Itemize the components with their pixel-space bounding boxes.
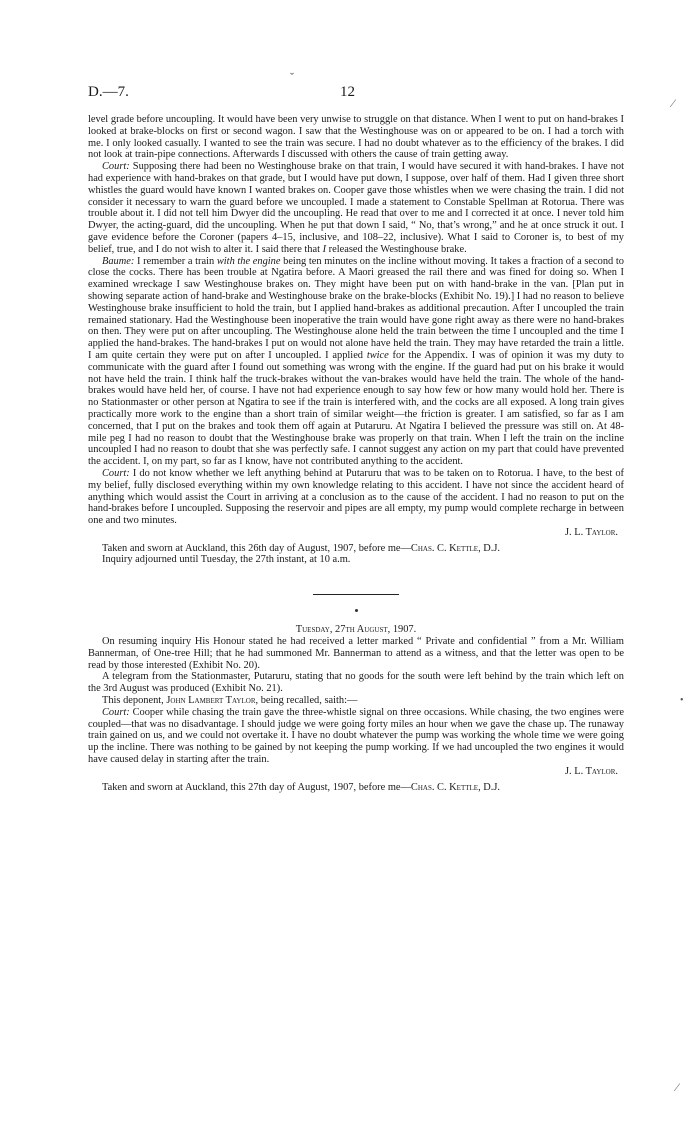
sworn-statement: Taken and sworn at Auckland, this 26th day of August, 1907, before me—Chas. C. Kettle, D.J. <box>102 542 501 554</box>
date-heading: Tuesday, 27th August, 1907. <box>295 624 417 636</box>
paragraph: A telegram from the Stationmaster, Putaruru, stating that no goods for the south were left behind by the train which left on the 3rd August was produced (Exhibit No. 21). <box>88 671 624 695</box>
paragraph: Court: Supposing there had been no Westinghouse brake on that train, I would have secured it with hand-brakes. I have not had experience with hand-brakes on that grade, but I would have put down, I suppose, over half of them. Had I given three short whistles the guard would have known I wanted brakes on. Cooper gave those whistles when we were chasing the train. I did not consider it necessary to warn the guard before we uncoupled. I made a statement to Constable Spellman at Rotorua. There was trouble about it. I did not tell him Dwyer did the uncoupling. He read that over to me and I corrected it at once. I never told him Dwyer, the acting-guard, did the uncoupling. When he put that down I said, “ No, that’s wrong,” and he at once struck it out. I gave evidence before the Coroner (papers 4–15, inclusive, and 108–22, inclusive). What I said to Coroner is, to best of my belief, true, and I do not wish to alter it. I said there that I released the Westinghouse brake. <box>88 161 624 255</box>
speaker-label: Court: <box>102 467 130 479</box>
speaker-label: Baume: <box>102 255 135 267</box>
adjournment-note: Inquiry adjourned until Tuesday, the 27th instant, at 10 a.m. <box>102 554 351 566</box>
signature: J. L. Taylor. <box>564 526 618 538</box>
speaker-label: Court: <box>102 161 130 173</box>
paragraph: On resuming inquiry His Honour stated he had received a letter marked “ Private and confidential ” from a Mr. William Bannerman, of One-tree Hill; that he had summoned Mr. Bannerman to attend as a witness, and that the letter was open to be read by those interested (Exhibit No. 20). <box>88 636 624 671</box>
sworn-statement: Taken and sworn at Auckland, this 27th day of August, 1907, before me—Chas. C. Kettle, D.J. <box>102 781 501 793</box>
paragraph: Baume: I remember a train with the engine being ten minutes on the incline without moving. It takes a fraction of a second to close the cocks. There has been trouble at Ngatira before. A Maori greased the rail there and was fined for doing so. When I examined wreckage I saw Westinghouse brakes on. They might have been put on with hand-brake in the van. [Plan put in showing separate action of hand-brake and Westinghouse brake on the brake-blocks (Exhibit No. 19).] I had no reason to believe Westinghouse brake insufficient to hold the train, but I applied hand-brakes as additional precaution. After I uncoupled the train remained stationary. Had the Westinghouse been inoperative the train would have gone right away as there were no hand-brakes on then. They were put on after uncoupling. The Westinghouse alone held the train between the time I uncoupled and the time I applied the hand-brakes. The hand-brakes I put on would not alone have held the train. They may have retarded the train a little. I am quite certain they were put on after I uncoupled. I applied twice for the Appendix. I was of opinion it was my duty to communicate with the guard after I found out something was wrong with the engine. If the guard had put on his brake it would not have held the train. I think half the truck-brakes without the van-brakes would have held the train. The whole of the hand-brakes would have held her, of course. I have not had experience enough to say how few or how many would hold her. There is no Stationmaster or other person at Ngatira to see if the train is interfered with, and the cocks are all exposed. A long train gives practically more work to the engine than a short train of similar weight—the friction is greater. I am satisfied, so far as I am concerned, that I put on the brakes and took them off again at Putaruru. At Ngatira I believed the pressure was still on. At 48-mile peg I had no reason to doubt that the Westinghouse brake was properly on that train. When I left the train on the incline uncoupled I had no reason to doubt that she was perfectly safe. I cannot suggest any action on my part that could have prevented the accident. I, on my part, so far as I know, have not contributed anything to the accident. <box>88 255 625 468</box>
page-number: 12 <box>340 84 355 100</box>
paragraph: This deponent, John Lambert Taylor, being recalled, saith:— <box>102 695 358 707</box>
document-reference: D.—7. <box>88 84 129 100</box>
margin-dot: • <box>680 695 684 706</box>
margin-mark-bottom: ⁄ <box>676 1080 679 1094</box>
page-header <box>88 84 624 106</box>
paragraph: level grade before uncoupling. It would have been very unwise to struggle on that distance. When I went to put on hand-brakes I looked at brake-blocks on first or second wagon. I saw that the Westinghouse was on or appeared to be on. I had a torch with me. I only looked casually. I wanted to see the train was secure. I had no doubt whatever as to the efficiency of the brakes. I did not look at train-pipe connections. Afterwards I discussed with others the cause of train getting away. <box>88 114 624 161</box>
divider-dot <box>355 609 358 612</box>
section-divider <box>313 594 399 595</box>
margin-mark: ⁄ <box>672 96 675 110</box>
paragraph: Court: Cooper while chasing the train gave the three-whistle signal on three occasions. While chasing, the two engines were coupled—that was no disadvantage. I should judge we were going forty miles an hour when we gave the chase up. The runaway train gained on us, and we could not overtake it. I have no doubt whatever the pump was working the whole time we were going up the incline. There was nothing to be gained by not keeping the pump working. If we had uncoupled the two engines it would have caused delay in starting after the train. <box>88 706 624 766</box>
speaker-label: Court: <box>102 706 130 718</box>
document-body <box>88 114 624 793</box>
signature: J. L. Taylor. <box>564 765 618 777</box>
scan-mark: ˇ <box>290 70 294 84</box>
paragraph: Court: I do not know whether we left anything behind at Putaruru that was to be taken on to Rotorua. I have, to the best of my belief, fully disclosed everything within my own knowledge relating to this accident. I have not since the accident heard of anything which would assist the Court in arriving at a conclusion as to the cause of the accident. I had no reason to put on the hand-brakes before I uncoupled. Supposing the reservoir and pipes are all empty, my pump would complete recharge in between one and two minutes. <box>88 467 624 527</box>
